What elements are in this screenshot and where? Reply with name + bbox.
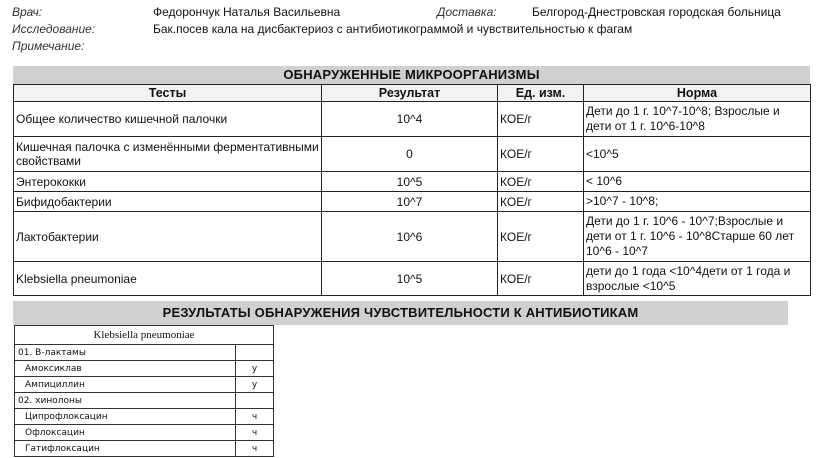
drug-row: [15, 377, 274, 393]
test-norm: Дети до 1 г. 10^7-10^8; Взрослые и дети от 1 г. 10^6-10^8: [584, 102, 811, 137]
microorganisms-table: [13, 84, 811, 296]
test-unit: КОЕ/г: [498, 102, 584, 137]
drug-row: [15, 441, 274, 457]
test-norm: дети до 1 года <10^4дети от 1 года и взрослые <10^5: [584, 262, 811, 296]
test-unit: КОЕ/г: [498, 212, 584, 262]
antibiotic-table: [14, 325, 274, 457]
study-label: Исследование:: [12, 22, 96, 36]
test-norm: < 10^6: [584, 172, 811, 192]
table-row: [14, 212, 811, 262]
test-result: 0: [322, 137, 498, 172]
doctor-value: Федорончук Наталья Васильевна: [153, 5, 341, 19]
table-row: [14, 262, 811, 296]
doctor-label: Врач:: [12, 5, 43, 19]
table-row: [14, 102, 811, 137]
organism-name: Klebsiella pneumoniae: [15, 326, 274, 345]
column-header-norm: Норма: [584, 85, 811, 102]
group-row: [15, 345, 274, 361]
group-name: 01. В-лактамы: [15, 345, 236, 361]
drug-row: [15, 409, 274, 425]
drug-sensitivity: у: [236, 361, 274, 377]
group-blank: [236, 345, 274, 361]
delivery-label: Доставка:: [437, 5, 497, 19]
column-header-result: Результат: [322, 85, 498, 102]
drug-name: Ампициллин: [15, 377, 236, 393]
test-name: Энтерококки: [14, 172, 322, 192]
group-blank: [236, 393, 274, 409]
table-row: [14, 192, 811, 212]
test-name: Общее количество кишечной палочки: [14, 102, 322, 137]
column-header-tests: Тесты: [14, 85, 322, 102]
group-row: [15, 393, 274, 409]
drug-name: Ципрофлоксацин: [15, 409, 236, 425]
test-result: 10^5: [322, 172, 498, 192]
drug-name: Офлоксацин: [15, 425, 236, 441]
test-unit: КОЕ/г: [498, 262, 584, 296]
test-name: Бифидобактерии: [14, 192, 322, 212]
test-name: Klebsiella pneumoniae: [14, 262, 322, 296]
sensitivity-title: РЕЗУЛЬТАТЫ ОБНАРУЖЕНИЯ ЧУВСТВИТЕЛЬНОСТИ К АНТИБИОТИКАМ: [13, 301, 788, 325]
drug-sensitivity: у: [236, 377, 274, 393]
test-name: Лактобактерии: [14, 212, 322, 262]
drug-name: Амоксиклав: [15, 361, 236, 377]
test-norm: <10^5: [584, 137, 811, 172]
column-header-unit: Ед. изм.: [498, 85, 584, 102]
test-unit: КОЕ/г: [498, 172, 584, 192]
microorganisms-title: ОБНАРУЖЕННЫЕ МИКРООРГАНИЗМЫ: [13, 66, 810, 84]
test-name: Кишечная палочка с изменёнными ферментативными свойствами: [14, 137, 322, 172]
test-result: 10^6: [322, 212, 498, 262]
note-label: Примечание:: [12, 39, 85, 53]
test-norm: Дети до 1 г. 10^6 - 10^7;Взрослые и дети от 1 г. 10^6 - 10^8Старше 60 лет 10^6 - 10^7: [584, 212, 811, 262]
drug-sensitivity: ч: [236, 425, 274, 441]
test-result: 10^7: [322, 192, 498, 212]
organism-row: [15, 326, 274, 345]
table-row: [14, 137, 811, 172]
study-value: Бак.посев кала на дисбактериоз с антибиотикограммой и чувствительностью к фагам: [153, 22, 633, 36]
drug-sensitivity: ч: [236, 409, 274, 425]
drug-row: [15, 361, 274, 377]
test-unit: КОЕ/г: [498, 192, 584, 212]
table-header-row: [14, 85, 811, 102]
delivery-value: Белгород-Днестровская городская больница: [532, 5, 781, 19]
table-row: [14, 172, 811, 192]
group-name: 02. хинолоны: [15, 393, 236, 409]
drug-name: Гатифлоксацин: [15, 441, 236, 457]
drug-row: [15, 425, 274, 441]
test-result: 10^4: [322, 102, 498, 137]
note-line: [12, 39, 84, 53]
test-unit: КОЕ/г: [498, 137, 584, 172]
drug-sensitivity: ч: [236, 441, 274, 457]
test-result: 10^5: [322, 262, 498, 296]
test-norm: >10^7 - 10^8;: [584, 192, 811, 212]
